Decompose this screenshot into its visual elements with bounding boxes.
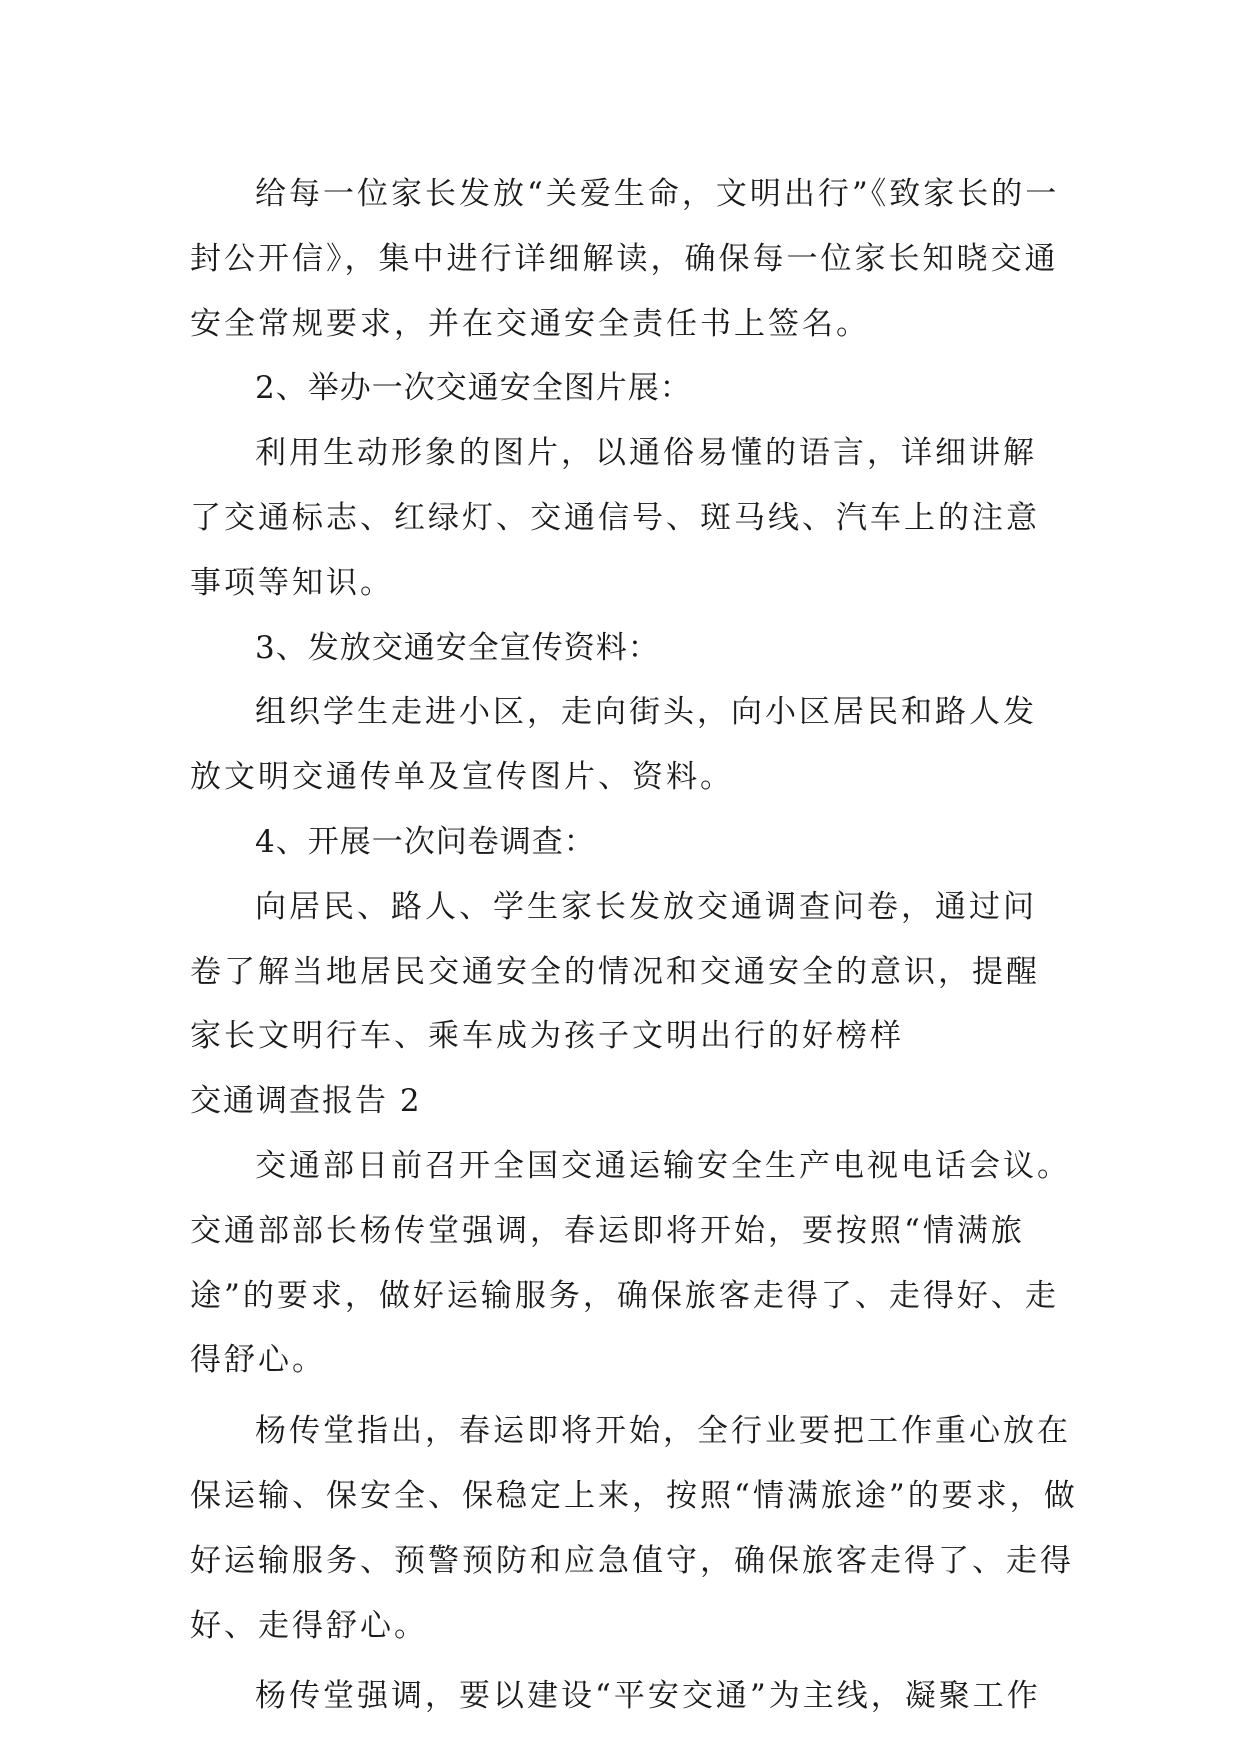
paragraph-photo-exhibition: 利用生动形象的图片，以通俗易懂的语言，详细讲解了交通标志、红绿灯、交通信号、斑马线、汽车上的注意事项等知识。 [190, 435, 1040, 601]
item-4-heading: 4、开展一次问卷调查： [255, 823, 596, 860]
section-title: 交通调查报告 2 [190, 1083, 422, 1120]
paragraph-conference: 交通部日前召开全国交通运输安全生产电视电话会议。交通部部长杨传堂强调，春运即将开始，要按照“情满旅途”的要求，做好运输服务，确保旅客走得了、走得好、走得舒心。 [190, 1147, 1071, 1379]
document-body [190, 162, 1078, 1729]
item-2-heading: 2、举办一次交通安全图片展： [255, 370, 692, 407]
paragraph-parent-letter: 给每一位家长发放“关爱生命，文明出行”《致家长的一封公开信》，集中进行详细解读，确保每一位家长知晓交通安全常规要求，并在交通安全责任书上签名。 [190, 176, 1060, 342]
item-3-heading: 3、发放交通安全宣传资料： [255, 629, 660, 666]
paragraph-questionnaire: 向居民、路人、学生家长发放交通调查问卷，通过问卷了解当地居民交通安全的情况和交通安全的意识，提醒家长文明行车、乘车成为孩子文明出行的好榜样 [190, 888, 1040, 1055]
paragraph-work-focus: 杨传堂指出，春运即将开始，全行业要把工作重心放在保运输、保安全、保稳定上来，按照“情满旅途”的要求，做好运输服务、预警预防和应急值守，确保旅客走得了、走得好、走得舒心。 [190, 1413, 1078, 1644]
paragraph-safe-transport: 杨传堂强调，要以建设“平安交通”为主线，凝聚工作 [255, 1678, 1041, 1715]
paragraph-publicity-materials: 组织学生走进小区，走向街头，向小区居民和路人发放文明交通传单及宣传图片、资料。 [190, 694, 1037, 796]
